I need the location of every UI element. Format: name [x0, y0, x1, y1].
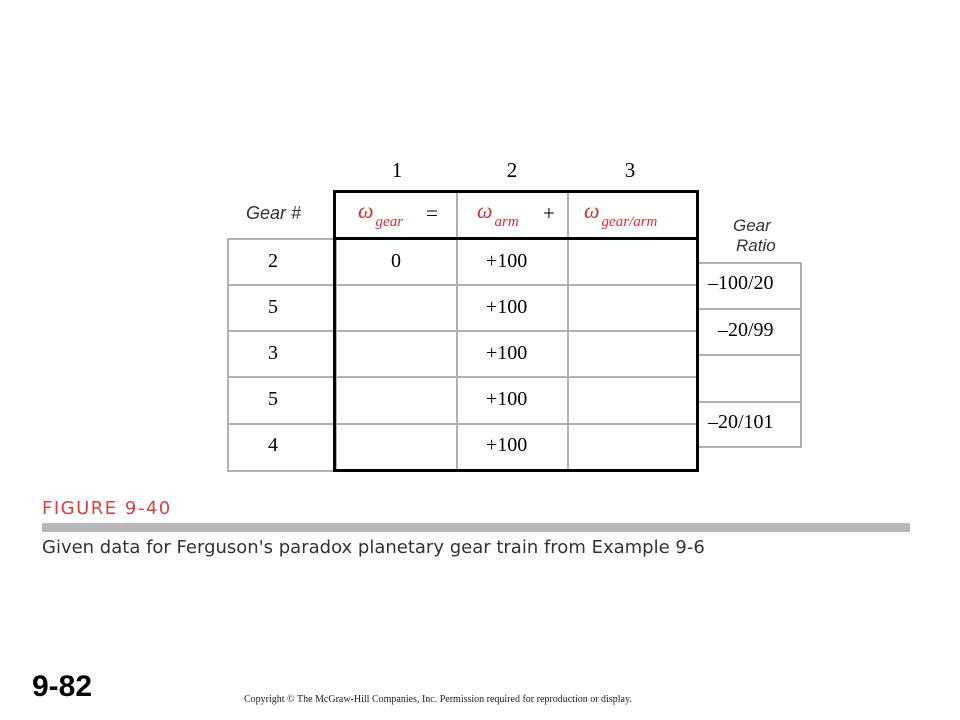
table-cell-gear: 5	[268, 296, 278, 318]
gear-ratio-header-line1: Gear	[733, 216, 771, 235]
column-number-3: 3	[624, 158, 636, 182]
gear-ratio-value: –20/99	[718, 319, 774, 341]
equals-operator: =	[426, 201, 438, 225]
gear-number-column	[227, 238, 337, 472]
header-bottom-rule	[333, 237, 699, 240]
gear-ratio-value: –20/101	[708, 411, 774, 433]
table-cell-omega-arm: +100	[486, 342, 528, 364]
caption-rule	[42, 523, 910, 532]
ratio-divider	[697, 401, 802, 403]
gear-number-header: Gear #	[246, 203, 302, 223]
slide-number: 9-82	[32, 670, 93, 703]
table-outer-border	[333, 190, 699, 472]
column-number-2: 2	[506, 158, 518, 182]
table-cell-gear: 3	[268, 342, 278, 364]
plus-operator: +	[543, 201, 555, 225]
column-number-1: 1	[391, 158, 403, 182]
table-cell-omega-arm: +100	[486, 250, 528, 272]
omega-subscript: gear	[375, 214, 404, 230]
table-cell-gear: 2	[268, 250, 278, 272]
omega-arm-header	[477, 198, 519, 230]
ratio-divider	[697, 354, 802, 356]
table-cell-omega-arm: +100	[486, 296, 528, 318]
omega-symbol: ω	[477, 198, 493, 223]
copyright-notice: Copyright © The McGraw-Hill Companies, Inc. Permission required for reproduction or display.	[244, 694, 632, 705]
omega-subscript: arm	[494, 214, 519, 230]
omega-gear-arm-header	[584, 198, 658, 230]
omega-subscript: gear/arm	[601, 214, 658, 230]
table-cell-omega-arm: +100	[486, 388, 528, 410]
gear-ratio-value: –100/20	[708, 272, 774, 294]
figure-caption: Given data for Ferguson's paradox planetary gear train from Example 9-6	[42, 537, 705, 558]
omega-gear-header	[358, 198, 404, 230]
table-cell-gear: 5	[268, 388, 278, 410]
table-cell-omega-gear: 0	[391, 250, 401, 272]
ratio-divider	[697, 308, 802, 310]
figure-label: FIGURE 9-40	[42, 498, 172, 519]
omega-symbol: ω	[584, 198, 600, 223]
table-cell-omega-arm: +100	[486, 434, 528, 456]
table-cell-gear: 4	[268, 434, 278, 456]
omega-symbol: ω	[358, 198, 374, 223]
gear-ratio-header-line2: Ratio	[736, 236, 776, 255]
